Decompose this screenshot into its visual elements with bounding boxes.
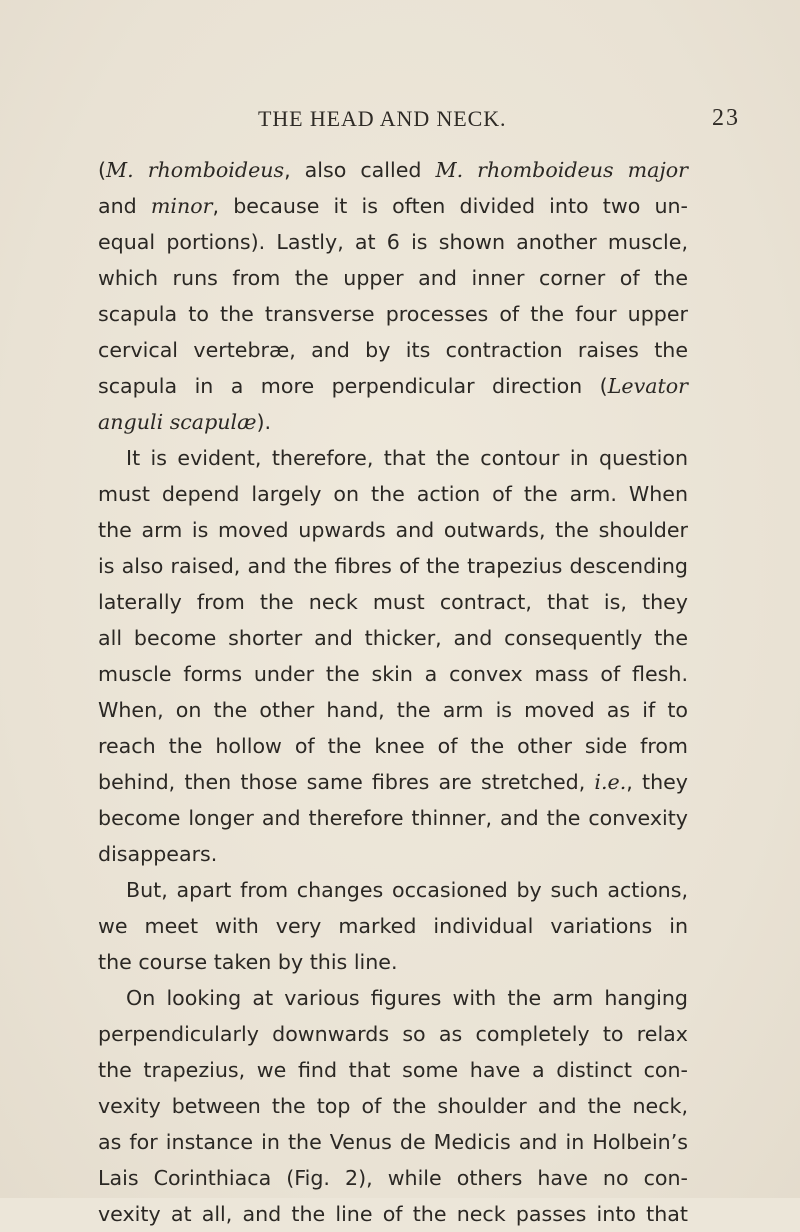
text-segment: It is evident, therefore, that the contour in question bbox=[126, 446, 688, 470]
text-segment: scapula to the transverse processes of the four upper bbox=[98, 302, 688, 326]
text-line bbox=[98, 800, 688, 836]
text-segment: muscle forms under the skin a convex mass of flesh. bbox=[98, 662, 688, 686]
text-line bbox=[98, 1052, 688, 1088]
text-segment: ). bbox=[256, 410, 272, 434]
text-line bbox=[98, 1016, 688, 1052]
text-segment: scapula in a more perpendicular direction ( bbox=[98, 374, 608, 398]
text-line bbox=[98, 692, 688, 728]
text-segment: behind, then those same fibres are stretched, bbox=[98, 770, 595, 794]
text-line bbox=[98, 584, 688, 620]
text-segment: as for instance in the Venus de Medicis and in Holbein’s bbox=[98, 1130, 688, 1154]
text-segment: equal portions). Lastly, at 6 is shown another muscle, bbox=[98, 230, 688, 254]
text-line bbox=[98, 872, 688, 908]
page-number: 23 bbox=[712, 105, 740, 131]
text-segment: , they bbox=[626, 770, 688, 794]
text-segment: vexity between the top of the shoulder and the neck, bbox=[98, 1094, 688, 1118]
text-line bbox=[98, 152, 688, 188]
italic-text: Levator bbox=[607, 374, 688, 398]
text-line bbox=[98, 368, 688, 404]
text-line bbox=[98, 332, 688, 368]
text-line bbox=[98, 296, 688, 332]
text-segment: disappears. bbox=[98, 842, 218, 866]
body-text bbox=[98, 152, 688, 1232]
text-line bbox=[98, 512, 688, 548]
italic-text: M. rhomboideus major bbox=[435, 158, 688, 182]
text-segment: is also raised, and the fibres of the trapezius descending bbox=[98, 554, 688, 578]
text-segment: , because it is often divided into two un- bbox=[212, 194, 688, 218]
text-segment: , also called bbox=[284, 158, 436, 182]
text-segment: vexity at all, and the line of the neck passes into that bbox=[98, 1202, 688, 1226]
text-line bbox=[98, 980, 688, 1016]
text-segment: become longer and therefore thinner, and the convexity bbox=[98, 806, 688, 830]
text-segment: Lais Corinthiaca (Fig. 2), while others have no con- bbox=[98, 1166, 688, 1190]
text-line bbox=[98, 404, 688, 440]
text-line bbox=[98, 188, 688, 224]
text-segment: the arm is moved upwards and outwards, the shoulder bbox=[98, 518, 688, 542]
italic-text: anguli scapulæ bbox=[98, 410, 257, 434]
text-segment: laterally from the neck must contract, that is, they bbox=[98, 590, 688, 614]
text-line bbox=[98, 728, 688, 764]
text-segment: cervical vertebræ, and by its contraction raises the bbox=[98, 338, 688, 362]
text-segment: the course taken by this line. bbox=[98, 950, 398, 974]
text-segment: When, on the other hand, the arm is moved as if to bbox=[98, 698, 688, 722]
text-line bbox=[98, 548, 688, 584]
text-segment: which runs from the upper and inner corner of the bbox=[98, 266, 688, 290]
text-segment: we meet with very marked individual variations in bbox=[98, 914, 688, 938]
text-line bbox=[98, 440, 688, 476]
text-segment: ( bbox=[98, 158, 107, 182]
text-line bbox=[98, 1160, 688, 1196]
text-line bbox=[98, 944, 688, 980]
text-line bbox=[98, 656, 688, 692]
text-segment: reach the hollow of the knee of the other side from bbox=[98, 734, 688, 758]
italic-text: i.e. bbox=[594, 770, 627, 794]
text-line bbox=[98, 224, 688, 260]
text-line bbox=[98, 1124, 688, 1160]
text-segment: On looking at various figures with the arm hanging bbox=[126, 986, 688, 1010]
text-line bbox=[98, 476, 688, 512]
text-line bbox=[98, 260, 688, 296]
text-segment: perpendicularly downwards so as completely to relax bbox=[98, 1022, 688, 1046]
text-segment: all become shorter and thicker, and consequently the bbox=[98, 626, 688, 650]
italic-text: M. rhomboideus bbox=[106, 158, 285, 182]
text-line bbox=[98, 620, 688, 656]
text-segment: But, apart from changes occasioned by such actions, bbox=[126, 878, 688, 902]
text-line bbox=[98, 1088, 688, 1124]
text-segment: must depend largely on the action of the arm. When bbox=[98, 482, 688, 506]
text-line bbox=[98, 1196, 688, 1232]
text-segment: the trapezius, we find that some have a distinct con- bbox=[98, 1058, 688, 1082]
text-line bbox=[98, 908, 688, 944]
running-title: THE HEAD AND NECK. bbox=[258, 106, 507, 131]
running-head bbox=[0, 106, 800, 136]
text-segment: and bbox=[98, 194, 151, 218]
text-line bbox=[98, 836, 688, 872]
text-line bbox=[98, 764, 688, 800]
italic-text: minor bbox=[150, 194, 213, 218]
